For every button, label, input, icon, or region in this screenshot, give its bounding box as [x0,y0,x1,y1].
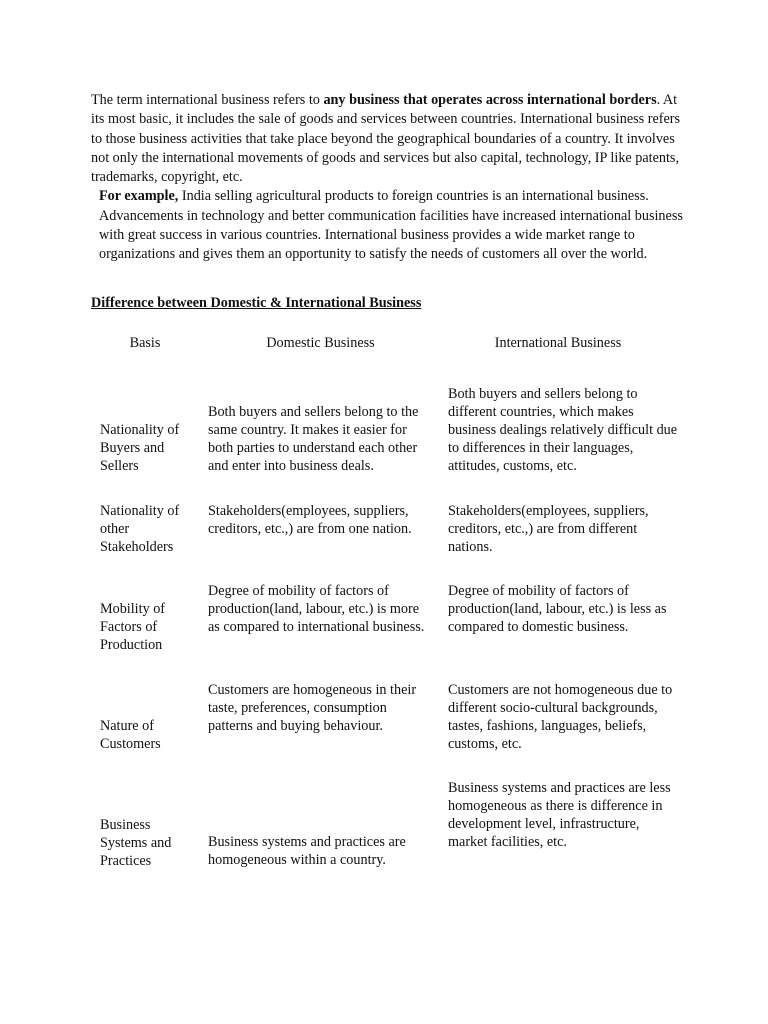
table-row-1-domestic: Both buyers and sellers belong to the same country. It makes it easier for both parties to understand each other and enter into business deals. [208,404,419,474]
intro-p2-rest: India selling agricultural products to foreign countries is an international business. Advancements in technology and better communication facilities have increased international business with great success in various countries. International business provides a wide market range to organizations and gives them an opportunity to satisfy the needs of customers all over the world. [99,188,683,263]
table-row-1-basis: Nationality of Buyers and Sellers [100,422,180,474]
intro-paragraph-2 [91,187,691,264]
table-header-domestic: Domestic Business [266,335,375,351]
intro-p1-start: The term international business refers to [91,92,324,108]
intro-p2-bold: For example, [99,188,179,205]
table-row-2-basis: Nationality of other Stakeholders [100,503,180,555]
table-header-international: International Business [494,335,622,351]
table-row-2-international: Stakeholders(employees, suppliers, creditors, etc.,) are from different nations. [448,503,649,555]
table-row-3-basis: Mobility of Factors of Production [100,601,166,653]
table-header-basis: Basis [129,335,161,351]
table-row-1-international: Both buyers and sellers belong to different countries, which makes business dealings relatively difficult due to differences in their languages, attitudes, customs, etc. [448,386,678,474]
table-row-5-international: Business systems and practices are less homogeneous as there is difference in development level, infrastructure, market facilities, etc. [448,780,671,850]
table-row-2-domestic: Stakeholders(employees, suppliers, creditors, etc.,) are from one nation. [208,503,412,537]
table-row-3-domestic: Degree of mobility of factors of production(land, labour, etc.) is more as compared to international business. [208,583,425,635]
table-row-3-international: Degree of mobility of factors of production(land, labour, etc.) is less as compared to domestic business. [448,583,667,635]
intro-p1-bold: any business that operates across international borders [323,92,657,108]
intro-p1-rest: . At its most basic, it includes the sale of goods and services between countries. International business refers to those business activities that take place beyond the geographical boundaries of a country. It involves not only the international movements of goods and services but also capital, technology, IP like patents, trademarks, copyright, etc. [91,92,681,186]
table-row-5-basis: Business Systems and Practices [100,817,172,869]
table-row-4-international: Customers are not homogeneous due to different socio-cultural backgrounds, tastes, fashions, languages, beliefs, customs, etc. [448,682,673,752]
section-heading: Difference between Domestic & International Business [91,295,422,311]
intro-text [91,91,691,265]
table-row-4-basis: Nature of Customers [100,718,161,752]
intro-paragraph-1 [91,91,691,187]
table-row-4-domestic: Customers are homogeneous in their taste, preferences, consumption patterns and buying behaviour. [208,682,417,734]
table-row-5-domestic: Business systems and practices are homogeneous within a country. [208,834,406,868]
